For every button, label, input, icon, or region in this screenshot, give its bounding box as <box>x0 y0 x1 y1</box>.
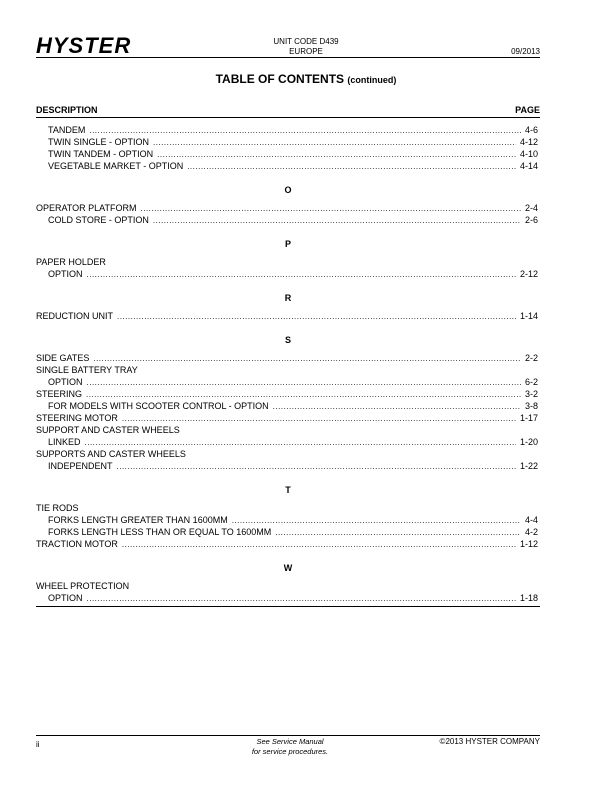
footer-note: See Service Manual for service procedures. <box>251 737 329 756</box>
toc-list <box>36 124 540 607</box>
toc-entry[interactable]: OPTION ..... 2-12 <box>36 268 540 280</box>
column-rule <box>36 117 540 118</box>
section-letter-p: P <box>284 239 291 249</box>
toc-entry[interactable]: COLD STORE - OPTION ..... 2-6 <box>36 214 540 226</box>
toc-entry[interactable]: FORKS LENGTH GREATER THAN 1600MM ..... 4-4 <box>36 514 540 526</box>
copyright: ©2013 HYSTER COMPANY <box>439 737 540 746</box>
toc-entry[interactable]: TRACTION MOTOR ..... 1-12 <box>36 538 540 550</box>
section-letter-s: S <box>284 335 291 345</box>
toc-heading: SUPPORTS AND CASTER WHEELS <box>36 449 186 459</box>
toc-heading: TIE RODS <box>36 503 79 513</box>
page-number: ii <box>36 740 40 749</box>
toc-entry[interactable]: STEERING MOTOR ..... 1-17 <box>36 412 540 424</box>
toc-entry[interactable]: OPTION ..... 6-2 <box>36 376 540 388</box>
toc-entry[interactable]: SIDE GATES ..... 2-2 <box>36 352 540 364</box>
toc-heading: WHEEL PROTECTION <box>36 581 130 591</box>
description-heading: DESCRIPTION <box>36 105 98 115</box>
toc-end-rule <box>36 606 540 607</box>
toc-entry[interactable]: OPERATOR PLATFORM ..... 2-4 <box>36 202 540 214</box>
toc-entry[interactable]: INDEPENDENT ..... 1-22 <box>36 460 540 472</box>
toc-heading: SUPPORT AND CASTER WHEELS <box>36 425 180 435</box>
title-main: TABLE OF CONTENTS <box>215 72 345 86</box>
footer-rule <box>36 735 540 736</box>
section-letter-w: W <box>283 563 293 573</box>
hyster-logo <box>36 33 140 57</box>
unit-code: UNIT CODE D439 <box>273 37 339 46</box>
toc-entry[interactable]: TWIN SINGLE - OPTION ..... 4-12 <box>36 136 540 148</box>
header-rule <box>36 57 540 58</box>
toc-heading: SINGLE BATTERY TRAY <box>36 365 138 375</box>
toc-entry[interactable]: TWIN TANDEM - OPTION ..... 4-10 <box>36 148 540 160</box>
page-title <box>0 72 612 86</box>
toc-entry[interactable]: FORKS LENGTH LESS THAN OR EQUAL TO 1600MM ..... 4-2 <box>36 526 540 538</box>
toc-entry[interactable]: VEGETABLE MARKET - OPTION ..... 4-14 <box>36 160 540 172</box>
unit-code-block <box>240 37 372 57</box>
section-letter-t: T <box>285 485 291 495</box>
section-letter-r: R <box>284 293 292 303</box>
toc-entry[interactable]: FOR MODELS WITH SCOOTER CONTROL - OPTION ..... 3-8 <box>36 400 540 412</box>
toc-entry[interactable]: OPTION ..... 1-18 <box>36 592 540 604</box>
region: EUROPE <box>289 47 323 56</box>
toc-entry[interactable]: TANDEM ..... 4-6 <box>36 124 540 136</box>
column-headings <box>36 105 540 115</box>
toc-entry[interactable]: LINKED ..... 1-20 <box>36 436 540 448</box>
toc-entry[interactable]: REDUCTION UNIT ..... 1-14 <box>36 310 540 322</box>
toc-heading: PAPER HOLDER <box>36 257 106 267</box>
title-suffix: (continued) <box>347 75 397 85</box>
logo-text: HYSTER <box>36 33 132 57</box>
toc-entry[interactable]: STEERING ..... 3-2 <box>36 388 540 400</box>
header-date: 09/2013 <box>511 47 540 56</box>
page-heading: PAGE <box>515 105 540 115</box>
section-letter-o: O <box>284 185 292 195</box>
